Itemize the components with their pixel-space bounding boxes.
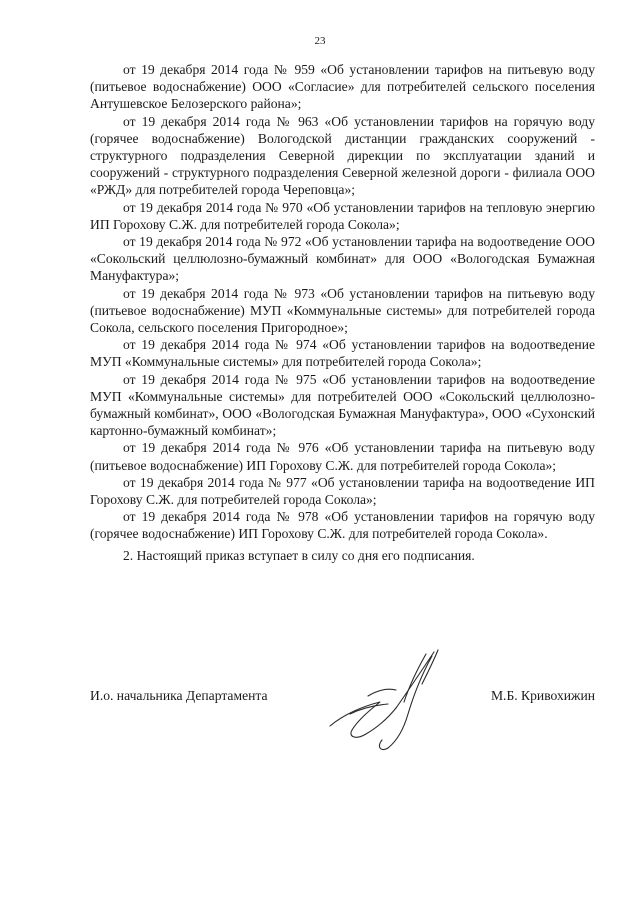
order-item: от 19 декабря 2014 года № 959 «Об установлении тарифов на питьевую воду (питьевое водоснабжение) ООО «Согласие» для потребителей сельского поселения Антушевское Белозерского района»; [90,62,595,112]
signatory-position: И.о. начальника Департамента [90,688,268,703]
order-item: от 19 декабря 2014 года № 978 «Об установлении тарифов на горячую воду (горячее водоснабжение) ИП Горохову С.Ж. для потребителей города Сокола». [90,509,595,542]
order-item: от 19 декабря 2014 года № 963 «Об установлении тарифов на горячую воду (горячее водоснабжение) Вологодской дистанции гражданских сооружений - структурного подразделения Северной дирекции по эксплуатации зданий и сооружений - структурного подразделения Северной железной дороги - филиала ООО «РЖД» для потребителей города Череповца»; [90,113,595,198]
signature-block [90,680,595,740]
order-item: от 19 декабря 2014 года № 973 «Об установлении тарифов на питьевую воду (питьевое водоснабжение) МУП «Коммунальные системы» для потребителей города Сокола, сельского поселения Пригородное»; [90,285,595,336]
signatory-name: М.Б. Кривохижин [490,688,595,703]
order-item: от 19 декабря 2014 года № 970 «Об установлении тарифов на тепловую энергию ИП Горохову С.Ж. для потребителей города Сокола»; [90,199,595,232]
document-body [90,61,595,564]
order-item: от 19 декабря 2014 года № 975 «Об установлении тарифов на водоотведение МУП «Коммунальные системы» для потребителей ООО «Сокольский целлюлозно-бумажный комбинат», ООО «Вологодская Бумажная Мануфактура», ООО «Сухонский картонно-бумажный комбинат»; [90,371,595,439]
final-clause: 2. Настоящий приказ вступает в силу со дня его подписания. [123,547,475,563]
page-number: 23 [314,35,326,47]
order-item: от 19 декабря 2014 года № 976 «Об установлении тарифа на питьевую воду (питьевое водоснабжение) ИП Горохову С.Ж. для потребителей города Сокола»; [90,440,595,473]
order-item: от 19 декабря 2014 года № 974 «Об установлении тарифов на водоотведение МУП «Коммунальные системы» для потребителей города Сокола»; [90,337,595,370]
order-item: от 19 декабря 2014 года № 977 «Об установлении тарифа на водоотведение ИП Горохову С.Ж. для потребителей города Сокола»; [90,474,595,508]
handwritten-signature-icon [322,644,452,754]
order-item: от 19 декабря 2014 года № 972 «Об установлении тарифа на водоотведение ООО «Сокольский целлюлозно-бумажный комбинат» для ООО «Вологодская Бумажная Мануфактура»; [90,234,595,284]
